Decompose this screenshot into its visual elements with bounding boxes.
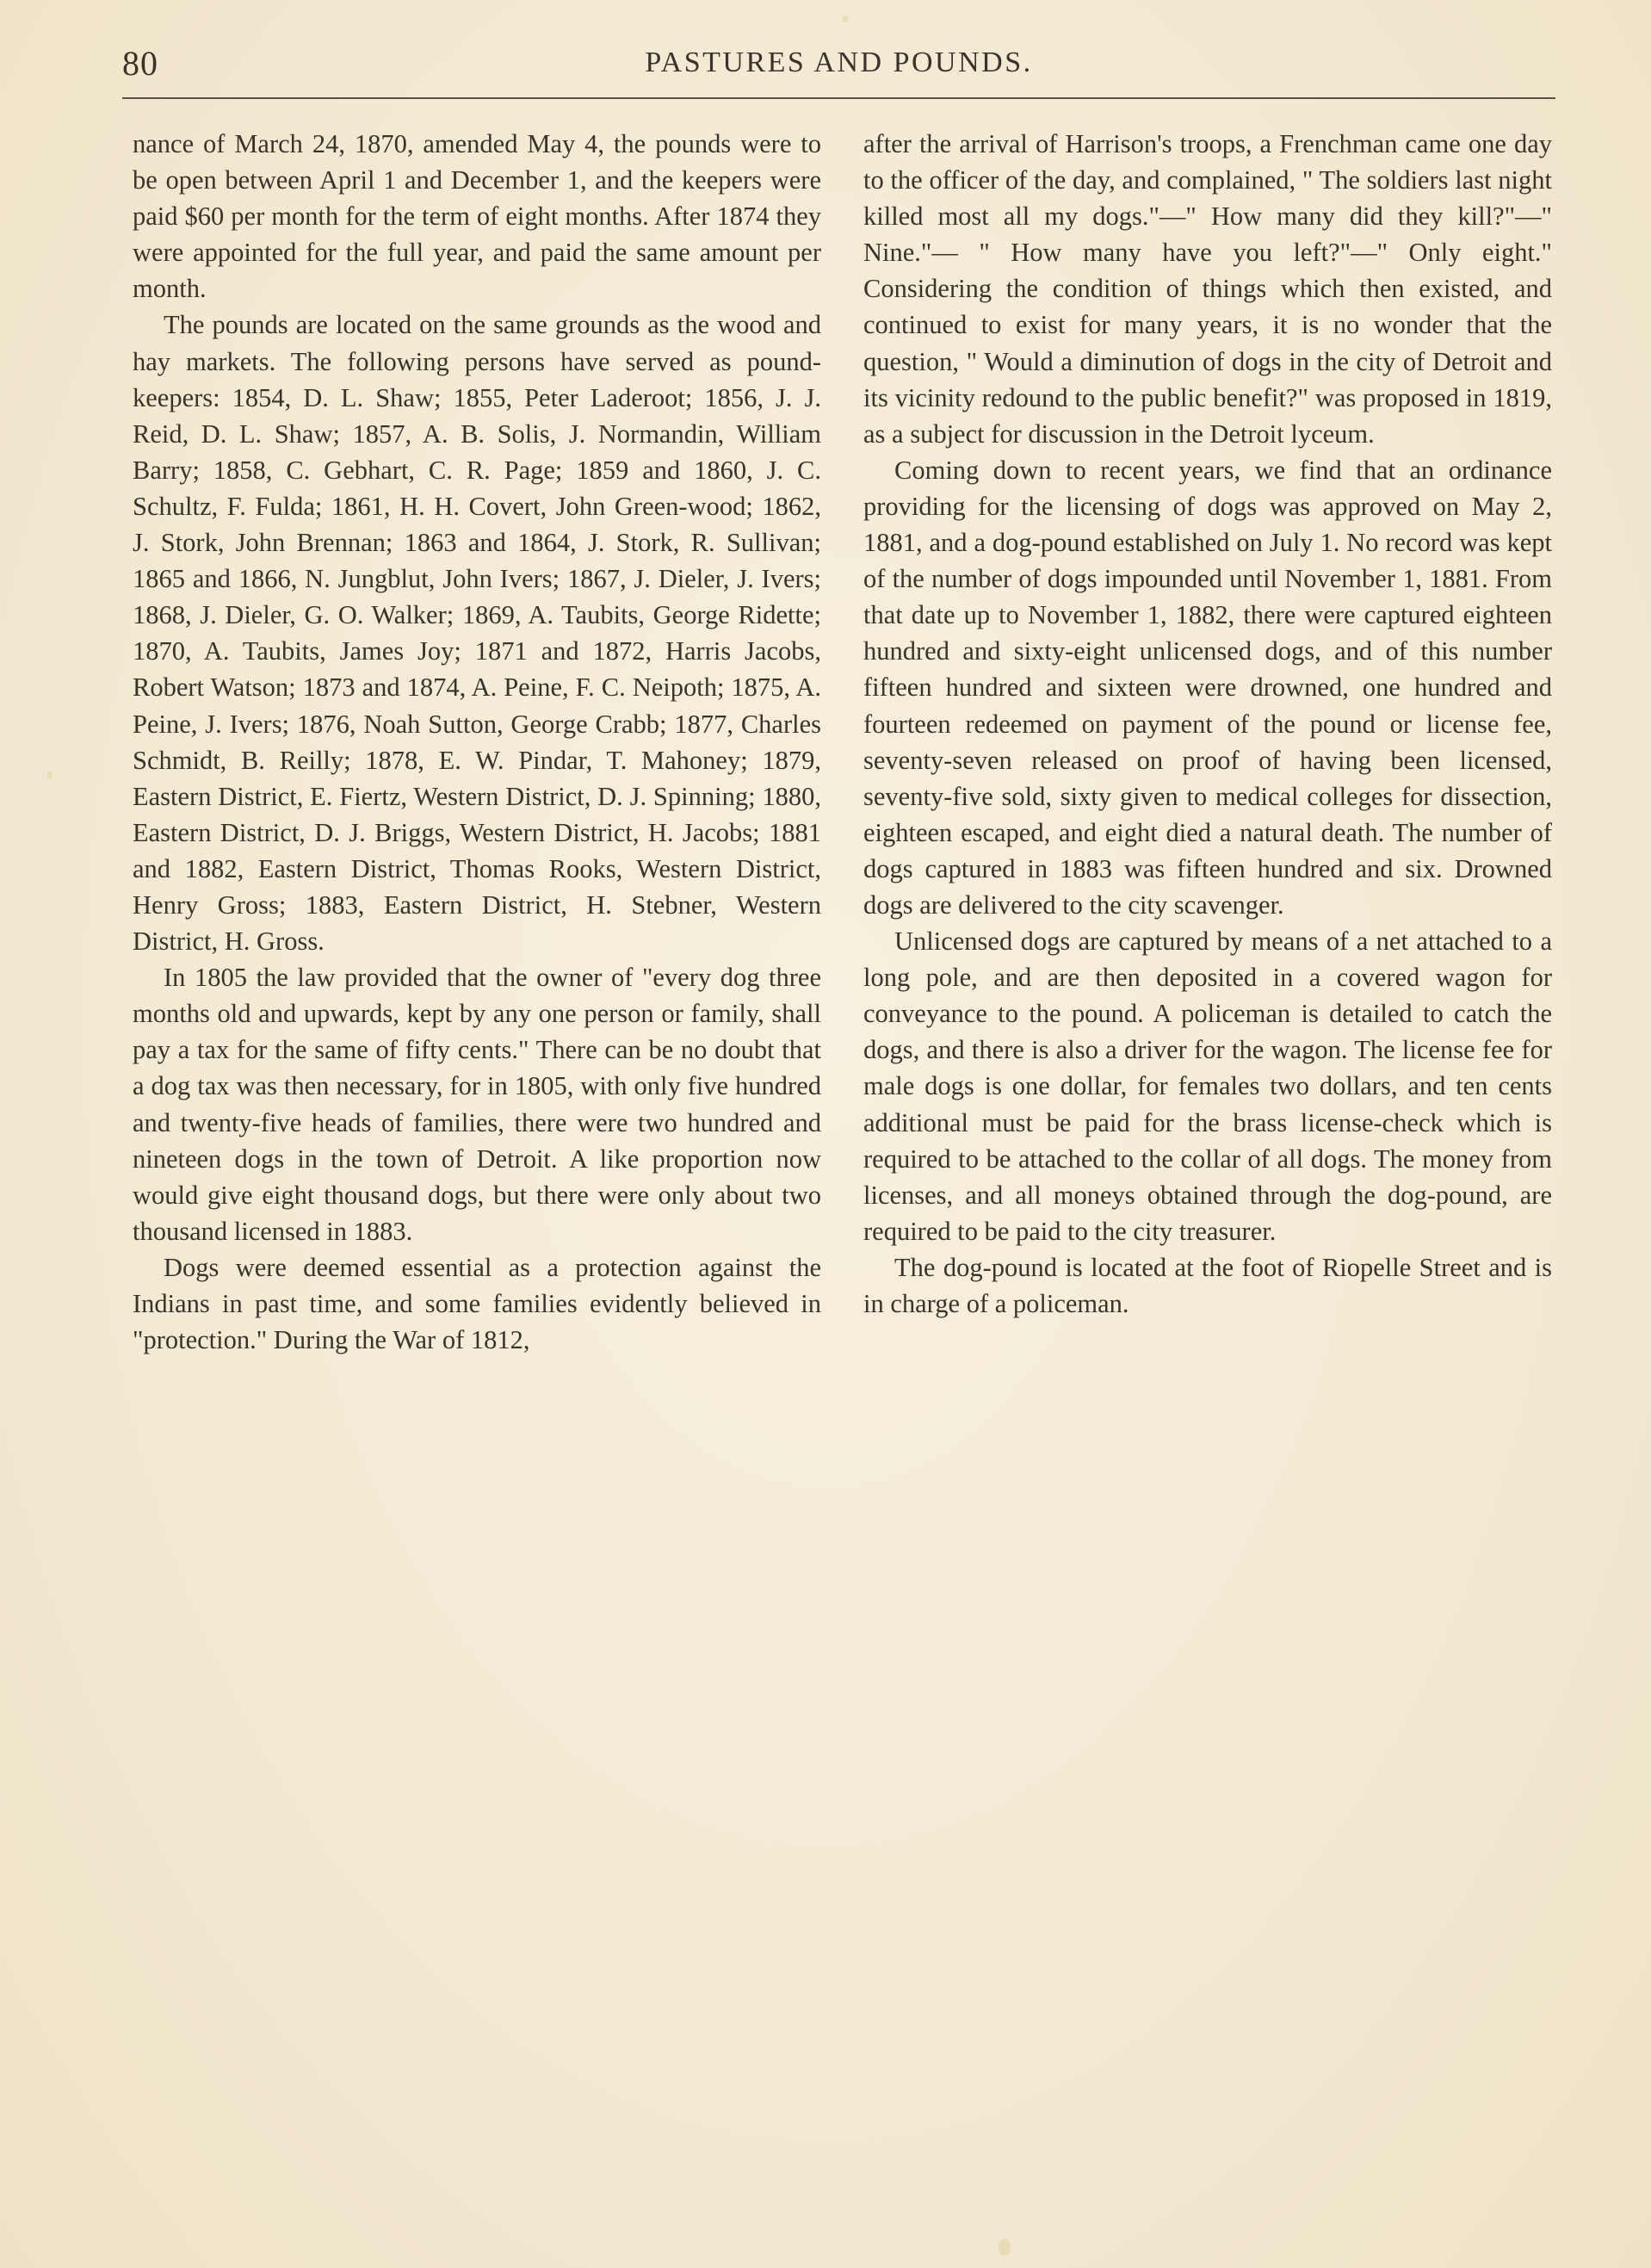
header-rule [122, 97, 1555, 99]
paragraph: Dogs were deemed essential as a protection against the Indians in past time, and some families evidently believed in "protection." During the War of 1812, [133, 1252, 821, 1355]
page-number: 80 [122, 44, 158, 83]
paragraph: Unlicensed dogs are captured by means of a net attached to a long pole, and are then deposited in a covered wagon for conveyance to the pound. A policeman is detailed to catch the dogs, and there is also a driver for the wagon. The license fee for male dogs is one dollar, for females two dollars, and ten cents additional must be paid for the brass license-check which is required to be attached to the collar of all dogs. The money from licenses, and all moneys obtained through the dog-pound, are required to be paid to the city treasurer. [863, 926, 1552, 1246]
paragraph: The dog-pound is located at the foot of Riopelle Street and is in charge of a policeman. [863, 1252, 1552, 1318]
paper-spot [999, 2239, 1011, 2256]
right-column [863, 126, 1552, 1322]
paragraph: In 1805 the law provided that the owner of "every dog three months old and upwards, kept by any one person or family, shall pay a tax for the same of fifty cents." There can be no doubt that a dog tax was then necessary, for in 1805, with only five hundred and twenty-five heads of families, there were two hundred and nineteen dogs in the town of Detroit. A like proportion now would give eight thousand dogs, but there were only about two thousand licensed in 1883. [133, 963, 821, 1246]
paper-spot [842, 15, 849, 22]
paragraph: nance of March 24, 1870, amended May 4, the pounds were to be open between April 1 and December 1, and the keepers were paid $60 per month for the term of eight months. After 1874 they were appointed for the full year, and paid the same amount per month. [133, 129, 821, 304]
page-header [122, 43, 1555, 95]
paragraph: The pounds are located on the same grounds as the wood and hay markets. The following persons have served as pound-keepers: 1854, D. L. Shaw; 1855, Peter Laderoot; 1856, J. J. Reid, D. L. Shaw; 1857, A. B. Solis, J. Normandin, William Barry; 1858, C. Gebhart, C. R. Page; 1859 and 1860, J. C. Schultz, F. Fulda; 1861, H. H. Covert, John Green-wood; 1862, J. Stork, John Brennan; 1863 and 1864, J. Stork, R. Sullivan; 1865 and 1866, N. Jungblut, John Ivers; 1867, J. Dieler, J. Ivers; 1868, J. Dieler, G. O. Walker; 1869, A. Taubits, George Ridette; 1870, A. Taubits, James Joy; 1871 and 1872, Harris Jacobs, Robert Watson; 1873 and 1874, A. Peine, F. C. Neipoth; 1875, A. Peine, J. Ivers; 1876, Noah Sutton, George Crabb; 1877, Charles Schmidt, B. Reilly; 1878, E. W. Pindar, T. Mahoney; 1879, Eastern District, E. Fiertz, Western District, D. J. Spinning; 1880, Eastern District, D. J. Briggs, Western District, H. Jacobs; 1881 and 1882, Eastern District, Thomas Rooks, Western District, Henry Gross; 1883, Eastern District, H. Stebner, Western District, H. Gross. [133, 310, 821, 957]
paper-spot [47, 771, 53, 779]
paragraph: Coming down to recent years, we find that an ordinance providing for the licensing of dogs was approved on May 2, 1881, and a dog-pound established on July 1. No record was kept of the number of dogs impounded until November 1, 1881. From that date up to November 1, 1882, there were captured eighteen hundred and sixty-eight unlicensed dogs, and of this number fifteen hundred and sixteen were drowned, one hundred and fourteen redeemed on payment of the pound or license fee, seventy-seven released on proof of having been licensed, seventy-five sold, sixty given to medical colleges for dissection, eighteen escaped, and eight died a natural death. The number of dogs captured in 1883 was fifteen hundred and six. Drowned dogs are delivered to the city scavenger. [863, 455, 1552, 920]
left-column [133, 126, 821, 1358]
running-title: PASTURES AND POUNDS. [645, 46, 1033, 78]
paragraph: after the arrival of Harrison's troops, a Frenchman came one day to the officer of the day, and complained, " The soldiers last night killed most all my dogs."—" How many did they kill?"—" Nine."— " How many have you left?"—" Only eight." Considering the condition of things which then existed, and continued to exist for many years, it is no wonder that the question, " Would a diminution of dogs in the city of Detroit and its vicinity redound to the public benefit?" was proposed in 1819, as a subject for discussion in the Detroit lyceum. [863, 129, 1552, 449]
